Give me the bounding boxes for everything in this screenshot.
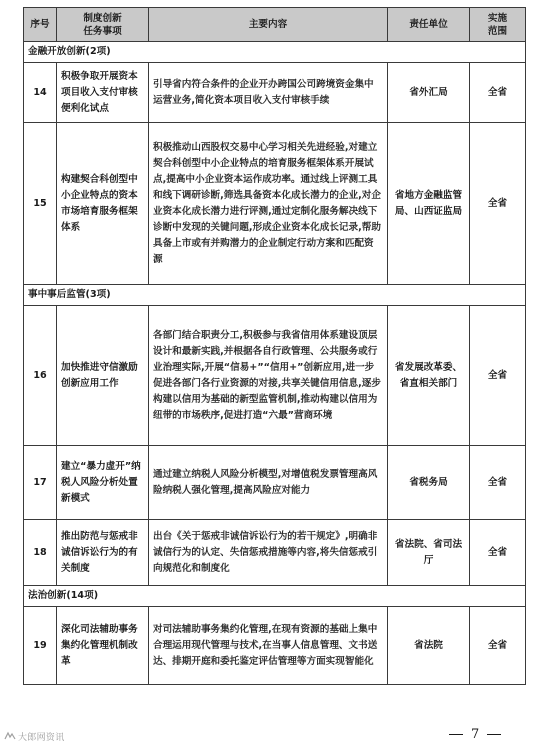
row-item: 加快推进守信激励创新应用工作	[57, 306, 149, 446]
row-number: 14	[24, 63, 57, 123]
table-header-row	[24, 8, 526, 42]
page-number-value: 7	[471, 727, 480, 742]
section-title: 事中事后监管(3项)	[24, 285, 526, 306]
header-unit: 责任单位	[388, 8, 470, 42]
row-unit: 省税务局	[388, 446, 470, 520]
header-item-text: 制度创新 任务事项	[83, 12, 122, 37]
row-unit: 省法院	[388, 607, 470, 685]
row-scope: 全省	[470, 123, 526, 285]
page-number-dash-right	[487, 734, 501, 735]
row-number: 16	[24, 306, 57, 446]
page-number	[441, 727, 509, 742]
row-content: 通过建立纳税人风险分析模型,对增值税发票管理高风险纳税人强化管理,提高风险应对能力	[149, 446, 388, 520]
table-row	[24, 446, 526, 520]
row-scope: 全省	[470, 607, 526, 685]
page-number-dash-left	[449, 734, 463, 735]
row-unit: 省地方金融监管局、山西证监局	[388, 123, 470, 285]
page-footer	[0, 722, 536, 746]
row-item: 推出防范与惩戒非诚信诉讼行为的有关制度	[57, 520, 149, 586]
watermark-logo-icon	[4, 731, 16, 741]
row-content: 各部门结合职责分工,积极参与我省信用体系建设顶层设计和最新实践,并根据各自行政管理、公共服务或行业治理实际,开展“信易+”“信用+”创新应用,进一步促进各部门各行业资源的对接,共享关键信用信息,逐步构建以信用为基础的新型监管机制,推动构建以信用为纽带的市场秩序,促进打造“六最”营商环境	[149, 306, 388, 446]
header-no: 序号	[24, 8, 57, 42]
row-scope: 全省	[470, 306, 526, 446]
row-scope: 全省	[470, 63, 526, 123]
row-number: 18	[24, 520, 57, 586]
table-row	[24, 123, 526, 285]
row-number: 19	[24, 607, 57, 685]
table-row	[24, 607, 526, 685]
header-scope	[470, 8, 526, 42]
row-content: 积极推动山西股权交易中心学习相关先进经验,对建立契合科创型中小企业特点的培育服务框架体系开展试点,提高中小企业资本运作成功率。通过线上评测工具和线下调研诊断,筛选具备资本化成长潜力的企业,对企业资本化成长潜力进行评测,通过定制化服务解决线下诊断中发现的关键问题,形成企业资本化成长记录,帮助具备上市或有并购潜力的企业制定行动方案和匹配资源	[149, 123, 388, 285]
section-title: 金融开放创新(2项)	[24, 42, 526, 63]
section-row-supervision	[24, 285, 526, 306]
table-row	[24, 306, 526, 446]
row-scope: 全省	[470, 446, 526, 520]
row-number: 17	[24, 446, 57, 520]
header-content: 主要内容	[149, 8, 388, 42]
row-unit: 省法院、省司法厅	[388, 520, 470, 586]
section-row-finance	[24, 42, 526, 63]
section-title: 法治创新(14项)	[24, 586, 526, 607]
row-item: 深化司法辅助事务集约化管理机制改革	[57, 607, 149, 685]
row-content: 引导省内符合条件的企业开办跨国公司跨境资金集中运营业务,简化资本项目收入支付审核手续	[149, 63, 388, 123]
row-number: 15	[24, 123, 57, 285]
watermark	[4, 730, 65, 743]
header-scope-text: 实施 范围	[487, 12, 508, 37]
table-row	[24, 520, 526, 586]
row-scope: 全省	[470, 520, 526, 586]
row-item: 积极争取开展资本项目收入支付审核便利化试点	[57, 63, 149, 123]
section-row-rule-of-law	[24, 586, 526, 607]
row-content: 对司法辅助事务集约化管理,在现有资源的基础上集中合理运用现代管理与技术,在当事人信息管理、文书送达、排期开庭和委托鉴定评估管理等方面实现智能化	[149, 607, 388, 685]
row-item: 建立“暴力虚开”纳税人风险分析处置新模式	[57, 446, 149, 520]
row-item: 构建契合科创型中小企业特点的资本市场培育服务框架体系	[57, 123, 149, 285]
row-unit: 省发展改革委、省直相关部门	[388, 306, 470, 446]
row-content: 出台《关于惩戒非诚信诉讼行为的若干规定》,明确非诚信行为的认定、失信惩戒措施等内容,将失信惩戒引向规范化和制度化	[149, 520, 388, 586]
innovation-task-table	[23, 7, 526, 685]
header-item	[57, 8, 149, 42]
row-unit: 省外汇局	[388, 63, 470, 123]
watermark-text: 大郎网资讯	[18, 733, 65, 743]
table-row	[24, 63, 526, 123]
